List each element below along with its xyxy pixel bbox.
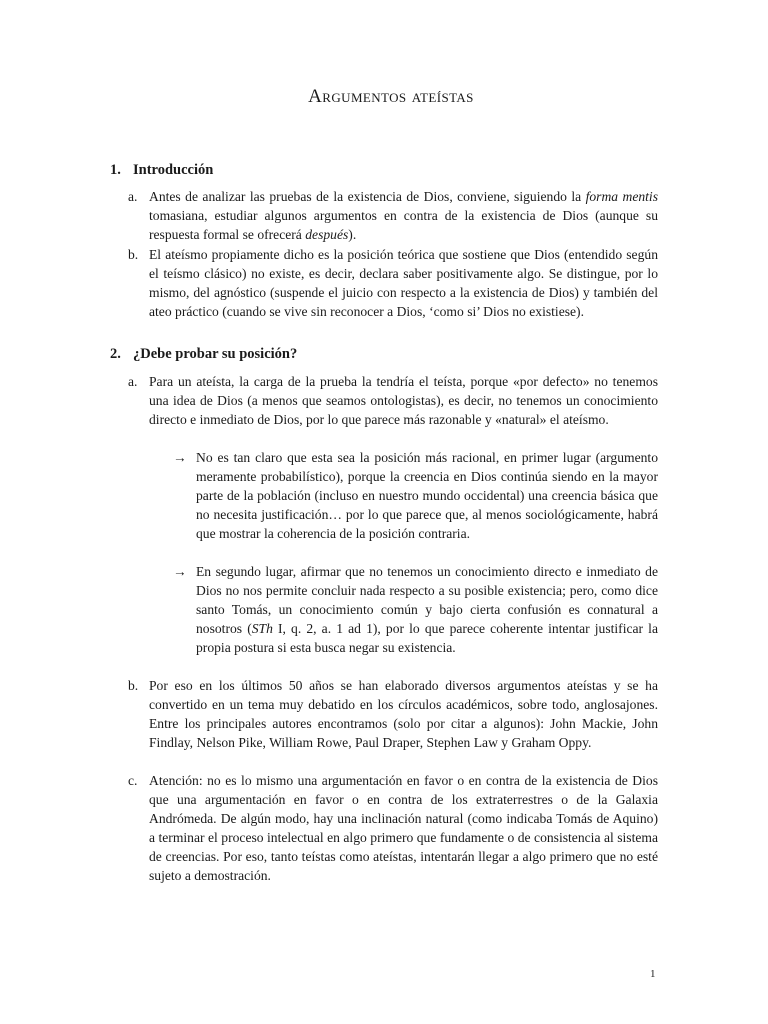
list-item-text: Para un ateísta, la carga de la prueba la tendría el teísta, porque «por defecto» no tenemos una idea de Dios (a menos que seamos ontologistas), es decir, no tenemos un conocimiento directo e inmediato de Dios, por lo que parece más razonable y «natural» el ateísmo. bbox=[149, 374, 658, 427]
sub-item-text: No es tan claro que esta sea la posición más racional, en primer lugar (argumento meramente probabilístico), porque la creencia en Dios continúa siendo en la mayor parte de la población (incluso en nuestro mundo occidental) una creencia básica que no necesita justificación… por lo que parece que, al menos sociológicamente, habrá que mostrar la coherencia de la posición contraria. bbox=[196, 450, 658, 541]
sub-item-text: En segundo lugar, afirmar que no tenemos un conocimiento directo e inmediato de Dios no nos permite concluir nada respecto a su posible existencia; pero, como dice santo Tomás, un conocimiento común y bajo cierta confusión es connatural a nosotros (STh I, q. 2, a. 1 ad 1), por lo que parece coherente intentar justificar la propia postura si esta busca negar su existencia. bbox=[196, 564, 658, 655]
sub-item-1 bbox=[173, 448, 658, 543]
section-heading-1: 1. Introducción bbox=[110, 162, 214, 178]
list-item-2b: b. Por eso en los últimos 50 años se han elaborado diversos argumentos ateístas y se ha convertido en un tema muy debatido en los círculos académicos, sobre todo, anglosajones. Entre los principales autores encontramos (solo por citar a algunos): John Mackie, John Findlay, Nelson Pike, William Rowe, Paul Draper, Stephen Law y Graham Oppy. bbox=[128, 678, 658, 750]
list-item-1b: b. El ateísmo propiamente dicho es la posición teórica que sostiene que Dios (entendido según el teísmo clásico) no existe, es decir, declara saber positivamente algo. Se distingue, por lo mismo, del agnóstico (suspende el juicio con respecto a la existencia de Dios) y también del ateo práctico (cuando se vive sin reconocer a Dios, ‘como si’ Dios no existiese). bbox=[128, 247, 658, 319]
arrow-icon: → bbox=[173, 564, 187, 579]
list-item-1a: a. Antes de analizar las pruebas de la existencia de Dios, conviene, siguiendo la forma mentis tomasiana, estudiar algunos argumentos en contra de la existencia de Dios (aunque su respuesta formal se ofrecerá después). bbox=[128, 189, 658, 242]
page-number: 1 bbox=[650, 968, 656, 980]
list-item-2c: c. Atención: no es lo mismo una argumentación en favor o en contra de la existencia de Dios que una argumentación en favor o en contra de los extraterrestres o de la Galaxia Andrómeda. De algún modo, hay una inclinación natural (como indicaba Tomás de Aquino) a terminar el proceso intelectual en algo primero que fundamente o de consistencia al sistema de creencias. Por eso, tanto teístas como ateístas, intentarán llegar a algo primero que no esté sujeto a demostración. bbox=[128, 773, 658, 883]
sub-item-2 bbox=[173, 562, 658, 657]
section-heading-2: 2. ¿Debe probar su posición? bbox=[110, 346, 298, 362]
list-item-text: El ateísmo propiamente dicho es la posición teórica que sostiene que Dios (entendido según el teísmo clásico) no existe, es decir, declara saber positivamente algo. Se distingue, por lo mismo, del agnóstico (suspende el juicio con respecto a la existencia de Dios) y también del ateo práctico (cuando se vive sin reconocer a Dios, ‘como si’ Dios no existiese). bbox=[149, 247, 658, 319]
arrow-icon: → bbox=[173, 450, 187, 465]
page-title: Argumentos ateístas bbox=[308, 86, 474, 107]
list-item-2a: a. Para un ateísta, la carga de la prueba la tendría el teísta, porque «por defecto» no tenemos una idea de Dios (a menos que seamos ontologistas), es decir, no tenemos un conocimiento directo e inmediato de Dios, por lo que parece más razonable y «natural» el ateísmo. bbox=[128, 374, 658, 427]
list-item-text: Antes de analizar las pruebas de la existencia de Dios, conviene, siguiendo la forma mentis tomasiana, estudiar algunos argumentos en contra de la existencia de Dios (aunque su respuesta formal se ofrecerá después). bbox=[149, 189, 658, 242]
list-item-text: Por eso en los últimos 50 años se han elaborado diversos argumentos ateístas y se ha convertido en un tema muy debatido en los círculos académicos, sobre todo, anglosajones. Entre los principales autores encontramos (solo por citar a algunos): John Mackie, John Findlay, Nelson Pike, William Rowe, Paul Draper, Stephen Law y Graham Oppy. bbox=[149, 678, 658, 750]
list-item-text: Atención: no es lo mismo una argumentación en favor o en contra de la existencia de Dios que una argumentación en favor o en contra de los extraterrestres o de la Galaxia Andrómeda. De algún modo, hay una inclinación natural (como indicaba Tomás de Aquino) a terminar el proceso intelectual en algo primero que fundamente o de consistencia al sistema de creencias. Por eso, tanto teístas como ateístas, intentarán llegar a algo primero que no esté sujeto a demostración. bbox=[149, 773, 658, 883]
